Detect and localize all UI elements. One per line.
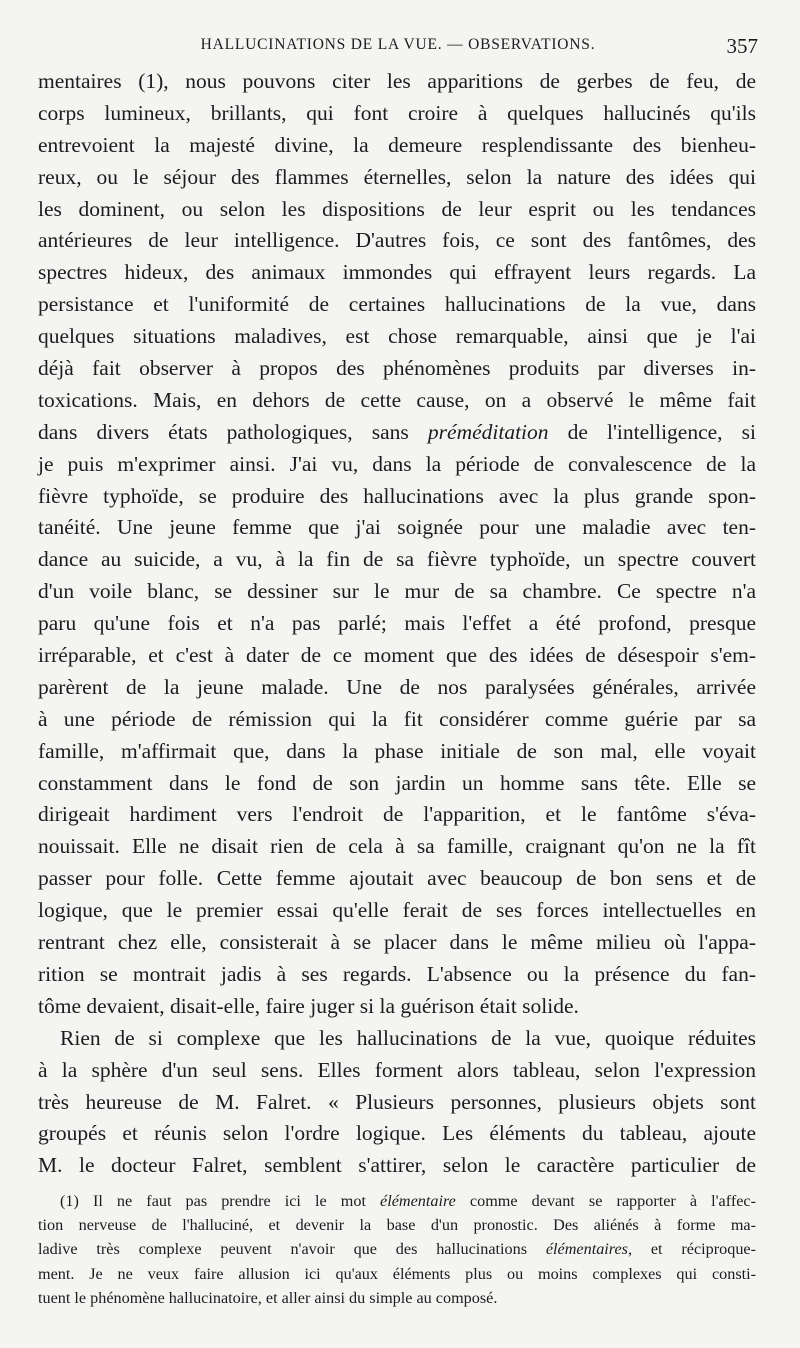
text-line: tôme devaient, disait-elle, faire juger si la guérison était solide. [38, 993, 579, 1018]
text-line: fièvre typhoïde, se produire des hallucinations avec la plus grande spon- [38, 483, 756, 508]
text-line: spectres hideux, des animaux immondes qui effrayent leurs regards. La [38, 260, 756, 285]
text-line: persistance et l'uniformité de certaines hallucinations de la vue, dans [38, 292, 756, 317]
text-line: passer pour folle. Cette femme ajoutait avec beaucoup de bon sens et de [38, 866, 756, 891]
text-line: nouissait. Elle ne disait rien de cela à sa famille, craignant qu'on ne la fît [38, 834, 756, 859]
text-line: parèrent de la jeune malade. Une de nos paralysées générales, arrivée [38, 674, 756, 699]
text-line: rentrant chez elle, consisterait à se placer dans le même milieu où l'appa- [38, 930, 756, 955]
text-line: constamment dans le fond de son jardin un homme sans tête. Elle se [38, 770, 756, 795]
text-line: les dominent, ou selon les dispositions de leur esprit ou les tendances [38, 196, 756, 221]
text-line: très heureuse de M. Falret. « Plusieurs personnes, plusieurs objets sont [38, 1089, 756, 1114]
text-span: comme devant se rapporter à l'affec- [455, 1192, 756, 1210]
text-line: antérieures de leur intelligence. D'autres fois, ce sont des fantômes, des [38, 228, 756, 253]
text-line: dirigeait hardiment vers l'endroit de l'apparition, et le fantôme s'éva- [38, 802, 756, 827]
text-line: à la sphère d'un seul sens. Elles forment alors tableau, selon l'expression [38, 1057, 756, 1082]
text-line: mentaires (1), nous pouvons citer les apparitions de gerbes de feu, de [38, 69, 756, 93]
text-line: tanéité. Une jeune femme que j'ai soignée pour une maladie avec ten- [38, 515, 756, 540]
text-line [38, 417, 756, 449]
text-span: de l'intelligence, si [548, 419, 756, 444]
text-line: d'un voile blanc, se dessiner sur le mur de sa chambre. Ce spectre n'a [38, 579, 756, 604]
italic-term: élémentaires [545, 1240, 628, 1259]
text-span: ladive très complexe peuvent n'avoir que des hallucinations [38, 1240, 546, 1259]
text-line: M. le docteur Falret, semblent s'attirer, selon le caractère particulier de [38, 1153, 756, 1178]
running-title: HALLUCINATIONS DE LA VUE. — OBSERVATIONS. [200, 36, 596, 53]
text-line: logique, que le premier essai qu'elle ferait de ses forces intellectuelles en [38, 898, 756, 923]
text-span: dans divers états pathologiques, sans [38, 419, 428, 444]
text-span: (1) Il ne faut pas prendre ici le mot [60, 1192, 381, 1210]
text-line: paru qu'une fois et n'a pas parlé; mais l'effet a été profond, presque [38, 611, 756, 636]
italic-term: préméditation [427, 419, 549, 444]
text-line: déjà fait observer à propos des phénomènes produits par diverses in- [38, 356, 756, 381]
body-text [38, 66, 756, 1182]
footnote-line: ment. Je ne veux faire allusion ici qu'aux éléments plus ou moins complexes qui consti- [38, 1264, 756, 1283]
text-line: quelques situations maladives, est chose remarquable, ainsi que je l'ai [38, 324, 756, 349]
italic-term: élémentaire [380, 1192, 456, 1210]
page-header [38, 34, 758, 58]
footnotes [38, 1189, 756, 1310]
text-line: dance au suicide, a vu, à la fin de sa fièvre typhoïde, un spectre couvert [38, 547, 756, 572]
text-line: je puis m'exprimer ainsi. J'ai vu, dans la période de convalescence de la [38, 451, 756, 476]
text-span: , et réciproque- [627, 1240, 756, 1259]
footnote-line: tuent le phénomène hallucinatoire, et aller ainsi du simple au composé. [38, 1288, 498, 1307]
text-line: Rien de si complexe que les hallucinations de la vue, quoique réduites [60, 1025, 756, 1050]
footnote-line: tion nerveuse de l'halluciné, et devenir la base d'un pronostic. Des aliénés à forme ma- [38, 1216, 756, 1235]
text-line: groupés et réunis selon l'ordre logique. Les éléments du tableau, ajoute [38, 1121, 756, 1146]
text-line: rition se montrait jadis à ses regards. L'absence ou la présence du fan- [38, 961, 756, 986]
footnote-line [38, 1189, 756, 1213]
page-number: 357 [726, 34, 758, 58]
text-line: à une période de rémission qui la fit considérer comme guérie par sa [38, 706, 756, 731]
text-line: entrevoient la majesté divine, la demeure resplendissante des bienheu- [38, 132, 756, 157]
text-line: corps lumineux, brillants, qui font croire à quelques hallucinés qu'ils [38, 100, 756, 125]
text-line: reux, ou le séjour des flammes éternelles, selon la nature des idées qui [38, 164, 756, 189]
text-line: famille, m'affirmait que, dans la phase initiale de son mal, elle voyait [38, 738, 756, 763]
text-line: toxications. Mais, en dehors de cette cause, on a observé le même fait [38, 387, 756, 412]
footnote-line [38, 1237, 756, 1261]
text-line: irréparable, et c'est à dater de ce moment que des idées de désespoir s'em- [38, 643, 756, 668]
